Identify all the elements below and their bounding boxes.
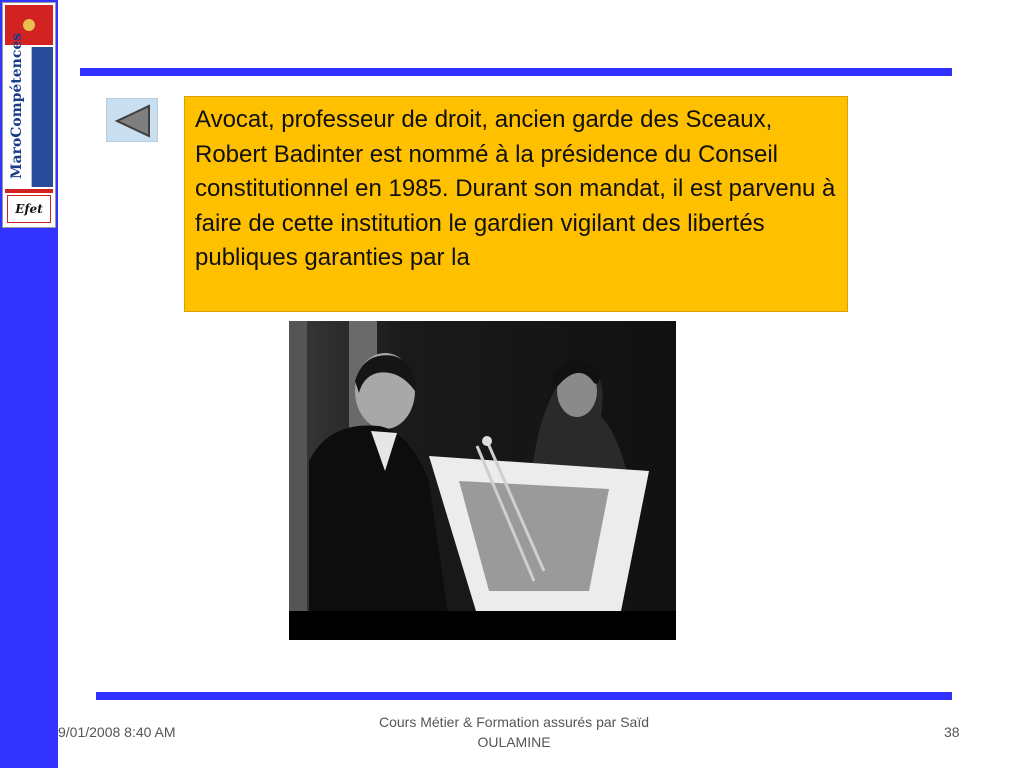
efet-logo-text: Efet: [7, 195, 51, 223]
triangle-left-icon: [113, 103, 153, 139]
footer-credit-line1: Cours Métier & Formation assurés par Saïd: [379, 714, 649, 730]
photo-image: [289, 321, 676, 640]
slide-text-box: Avocat, professeur de droit, ancien garde des Sceaux, Robert Badinter est nommé à la présidence du Conseil constitutionnel en 1985. Durant son mandat, il est parvenu à faire de cette institution le gardien vigilant des libertés publiques garanties par la: [184, 96, 848, 312]
top-divider: [80, 68, 952, 76]
left-sidebar: [0, 0, 58, 768]
marocompetences-logo: [2, 2, 56, 228]
emblem-icon: [23, 19, 35, 31]
badinter-photo: [289, 321, 676, 640]
logo-brand-text: MaroCompétences: [9, 32, 25, 179]
bottom-divider: [96, 692, 952, 700]
footer-credit-line2: OULAMINE: [477, 734, 551, 750]
logo-red-stripe: [5, 189, 53, 193]
footer-credit: [354, 712, 674, 752]
footer-date: 9/01/2008 8:40 AM: [58, 724, 176, 740]
slide-number: 38: [944, 724, 960, 740]
back-button[interactable]: [106, 98, 158, 142]
